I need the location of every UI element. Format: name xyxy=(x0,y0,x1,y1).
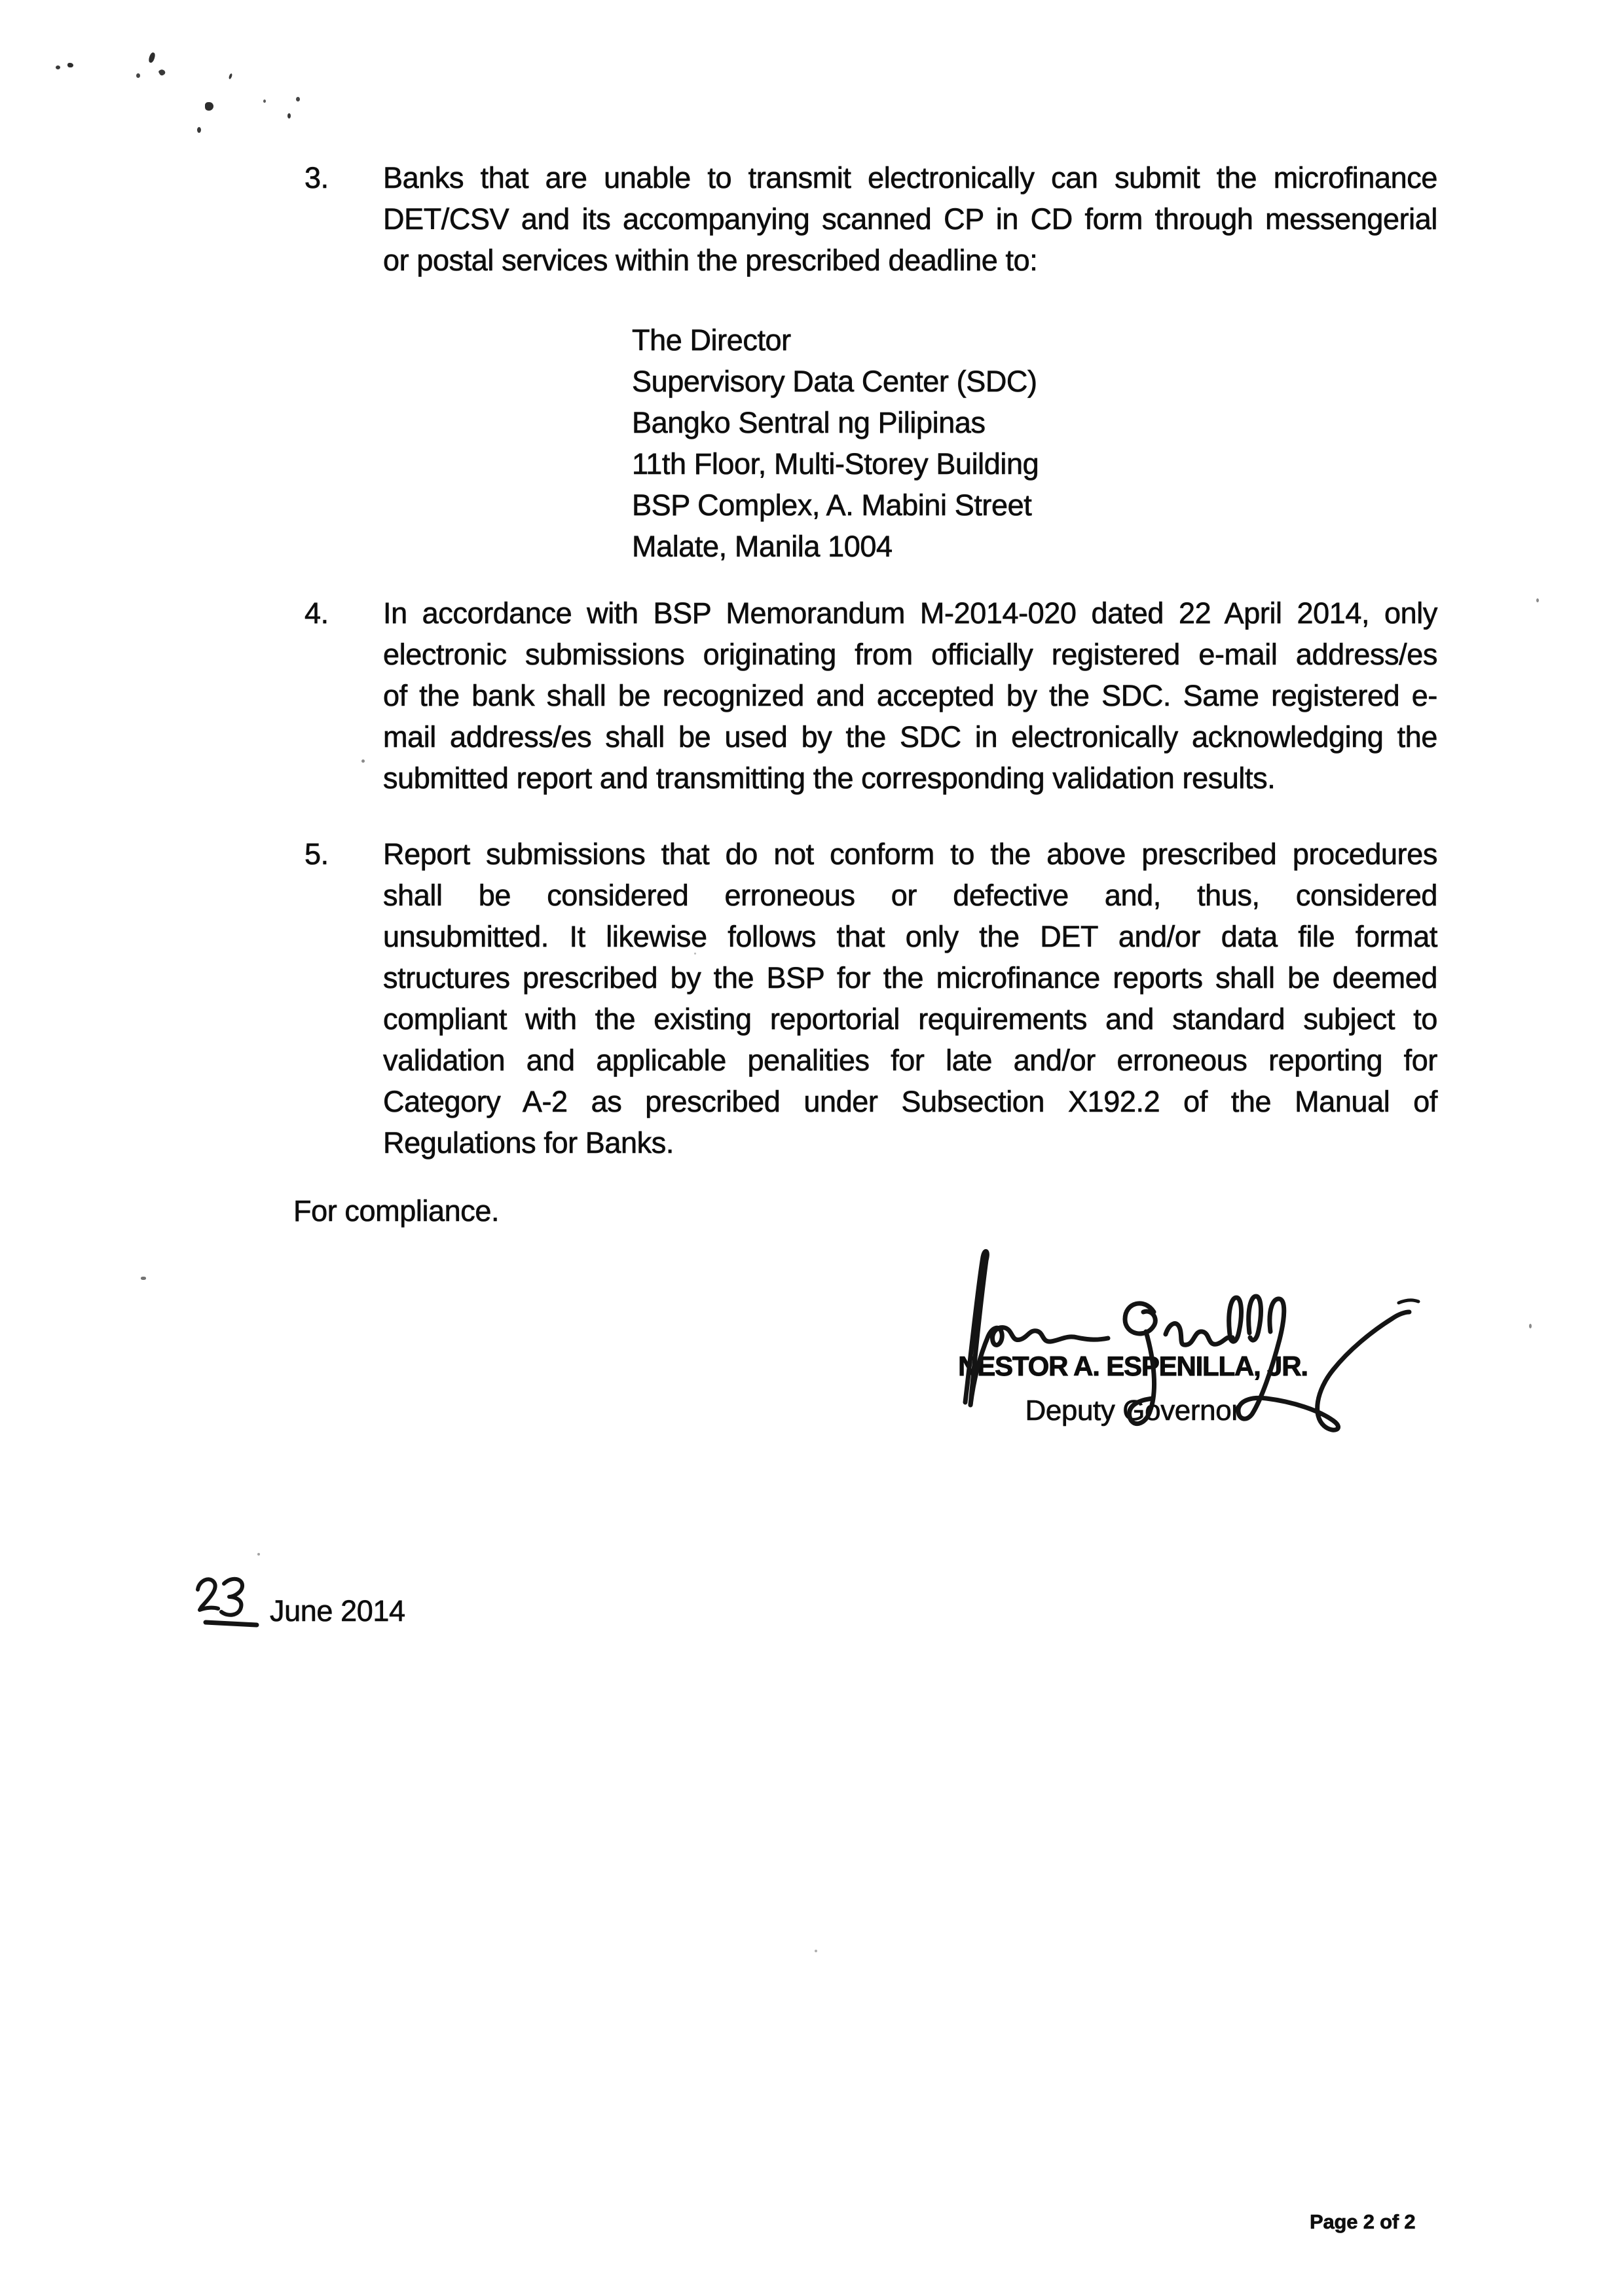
paragraph-line: unsubmitted. It likewise follows that only the DET and/or data file format xyxy=(383,920,1437,953)
scan-speck xyxy=(287,113,291,118)
scan-speck xyxy=(205,102,213,111)
scan-speck xyxy=(296,97,300,101)
paragraph-line: structures prescribed by the BSP for the microfinance reports shall be deemed xyxy=(383,961,1437,994)
closing-line: For compliance. xyxy=(293,1194,500,1228)
paragraph-line: of the bank shall be recognized and accepted by the SDC. Same registered e- xyxy=(383,679,1437,712)
paragraph-line: validation and applicable penalities for late and/or erroneous reporting for xyxy=(383,1044,1437,1077)
scan-speck xyxy=(158,68,166,76)
item-lines xyxy=(383,157,1437,281)
handwritten-day xyxy=(191,1570,268,1631)
page-number: Page 2 of 2 xyxy=(1310,2210,1416,2233)
scan-speck xyxy=(148,52,157,64)
signatory-name: NESTOR A. ESPENILLA, JR. xyxy=(958,1351,1308,1381)
item-number: 5. xyxy=(304,837,329,871)
address-line: Malate, Manila 1004 xyxy=(632,530,893,563)
paragraph-line: Category A-2 as prescribed under Subsection X192.2 of the Manual of xyxy=(383,1085,1437,1118)
paragraph-line: Banks that are unable to transmit electronically can submit the microfinance xyxy=(383,161,1437,194)
scan-speck xyxy=(1529,1324,1532,1328)
scan-speck xyxy=(1536,598,1539,602)
address-line: Bangko Sentral ng Pilipinas xyxy=(632,406,986,439)
numbered-item-5 xyxy=(304,833,1437,1163)
item-number: 4. xyxy=(304,596,329,630)
item-number: 3. xyxy=(304,161,329,194)
item-lines xyxy=(383,592,1437,799)
address-line: BSP Complex, A. Mabini Street xyxy=(632,488,1032,522)
scan-speck xyxy=(141,1277,146,1280)
paragraph-line: compliant with the existing reportorial requirements and standard subject to xyxy=(383,1002,1437,1036)
scan-speck xyxy=(197,127,201,133)
recipient-address xyxy=(632,319,1039,567)
address-line: Supervisory Data Center (SDC) xyxy=(632,365,1037,398)
paragraph-line: electronic submissions originating from officially registered e-mail address/es xyxy=(383,638,1437,671)
address-line: The Director xyxy=(632,323,791,357)
paragraph-line: Regulations for Banks. xyxy=(383,1126,674,1159)
scan-speck xyxy=(56,65,60,69)
address-line: 11th Floor, Multi-Storey Building xyxy=(632,447,1039,481)
scan-speck xyxy=(229,73,233,80)
numbered-item-4 xyxy=(304,592,1437,799)
scan-speck xyxy=(257,1553,260,1556)
scan-speck xyxy=(361,759,365,763)
paragraph-line: shall be considered erroneous or defective and, thus, considered xyxy=(383,879,1437,912)
numbered-item-3 xyxy=(304,157,1437,281)
paragraph-line: Report submissions that do not conform to the above prescribed procedures xyxy=(383,837,1437,871)
scan-speck xyxy=(67,63,73,67)
scan-speck xyxy=(263,100,266,103)
paragraph-line: DET/CSV and its accompanying scanned CP in CD form through messengerial xyxy=(383,202,1437,236)
item-lines xyxy=(383,833,1437,1163)
paragraph-line: submitted report and transmitting the corresponding validation results. xyxy=(383,761,1276,795)
signature-image xyxy=(936,1236,1434,1432)
paragraph-line: In accordance with BSP Memorandum M-2014-020 dated 22 April 2014, only xyxy=(383,596,1437,630)
paragraph-line: or postal services within the prescribed deadline to: xyxy=(383,244,1038,277)
date-line xyxy=(191,1570,405,1631)
scan-speck xyxy=(694,953,696,955)
signatory-title: Deputy Governor xyxy=(1025,1394,1241,1427)
scan-speck xyxy=(136,73,140,78)
scan-speck xyxy=(815,1950,817,1952)
date-text: June 2014 xyxy=(270,1594,405,1628)
paragraph-line: mail address/es shall be used by the SDC in electronically acknowledging the xyxy=(383,720,1437,754)
